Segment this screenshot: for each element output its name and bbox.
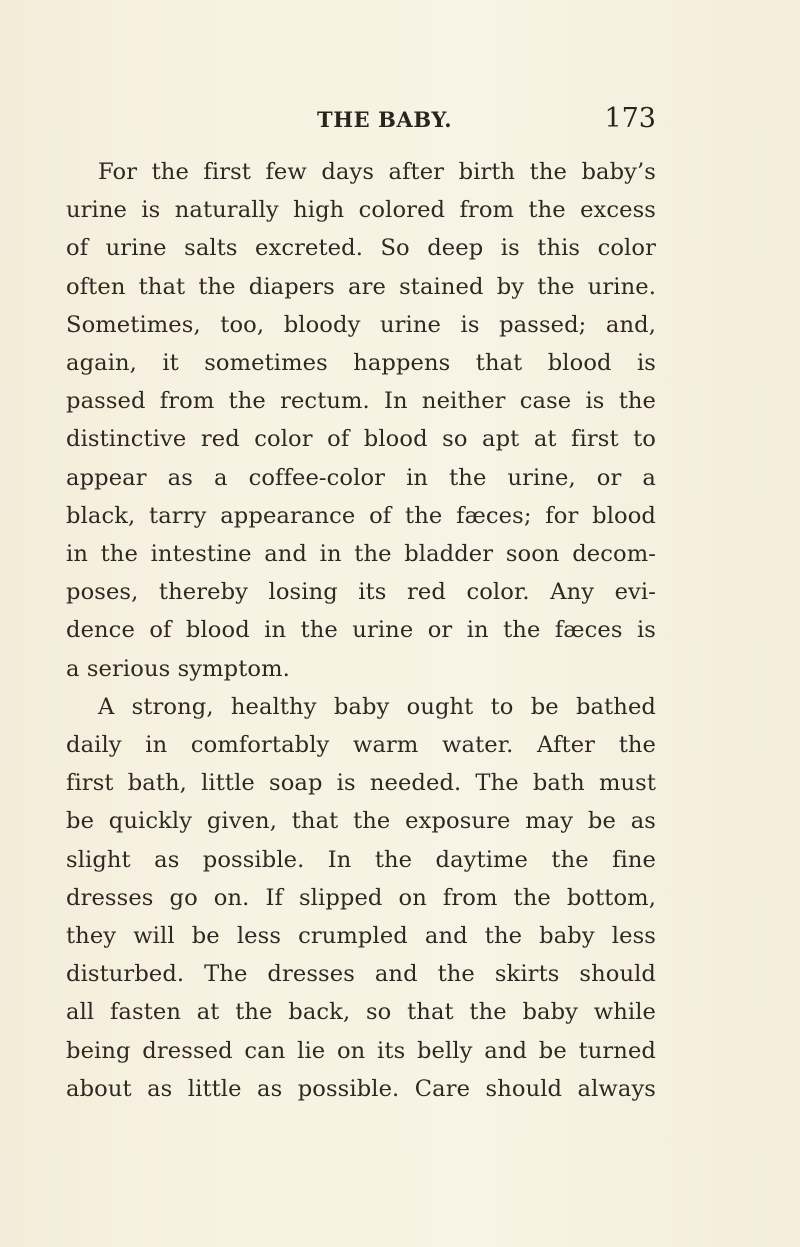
- text-line: slight as possible. In the daytime the fine: [66, 846, 656, 873]
- text-line: appear as a coffee-color in the urine, or a: [66, 464, 656, 491]
- text-line: passed from the rectum. In neither case is the: [66, 388, 656, 415]
- text-line: poses, thereby losing its red color. Any evi-: [66, 579, 656, 606]
- text-line: often that the diapers are stained by the urine.: [66, 273, 656, 300]
- text-line: a serious symptom.: [66, 655, 290, 682]
- text-line: about as little as possible. Care should always: [66, 1075, 656, 1102]
- text-line: in the intestine and in the bladder soon decom-: [66, 541, 656, 568]
- text-line: black, tarry appearance of the fæces; for blood: [66, 502, 656, 529]
- page-header: [66, 103, 656, 143]
- page-number: 173: [604, 103, 656, 134]
- text-line: all fasten at the back, so that the baby while: [66, 999, 656, 1026]
- text-line: of urine salts excreted. So deep is this color: [66, 235, 656, 262]
- text-line: again, it sometimes happens that blood is: [66, 350, 656, 377]
- text-line: For the first few days after birth the baby’s: [98, 159, 656, 185]
- text-line: urine is naturally high colored from the excess: [66, 197, 656, 224]
- text-line: Sometimes, too, bloody urine is passed; and,: [66, 311, 656, 338]
- text-line: be quickly given, that the exposure may be as: [66, 808, 656, 835]
- text-line: first bath, little soap is needed. The bath must: [66, 770, 656, 797]
- text-line: dresses go on. If slipped on from the bottom,: [66, 884, 656, 911]
- text-line: dence of blood in the urine or in the fæces is: [66, 617, 656, 644]
- text-line: they will be less crumpled and the baby less: [66, 923, 656, 950]
- text-line: distinctive red color of blood so apt at first to: [66, 426, 656, 453]
- text-line: disturbed. The dresses and the skirts should: [66, 961, 656, 988]
- body-text: [66, 153, 656, 1108]
- text-line: being dressed can lie on its belly and be turned: [66, 1037, 656, 1064]
- text-line: A strong, healthy baby ought to be bathed: [98, 693, 656, 720]
- text-line: daily in comfortably warm water. After the: [66, 732, 656, 759]
- running-head: THE BABY.: [317, 107, 453, 132]
